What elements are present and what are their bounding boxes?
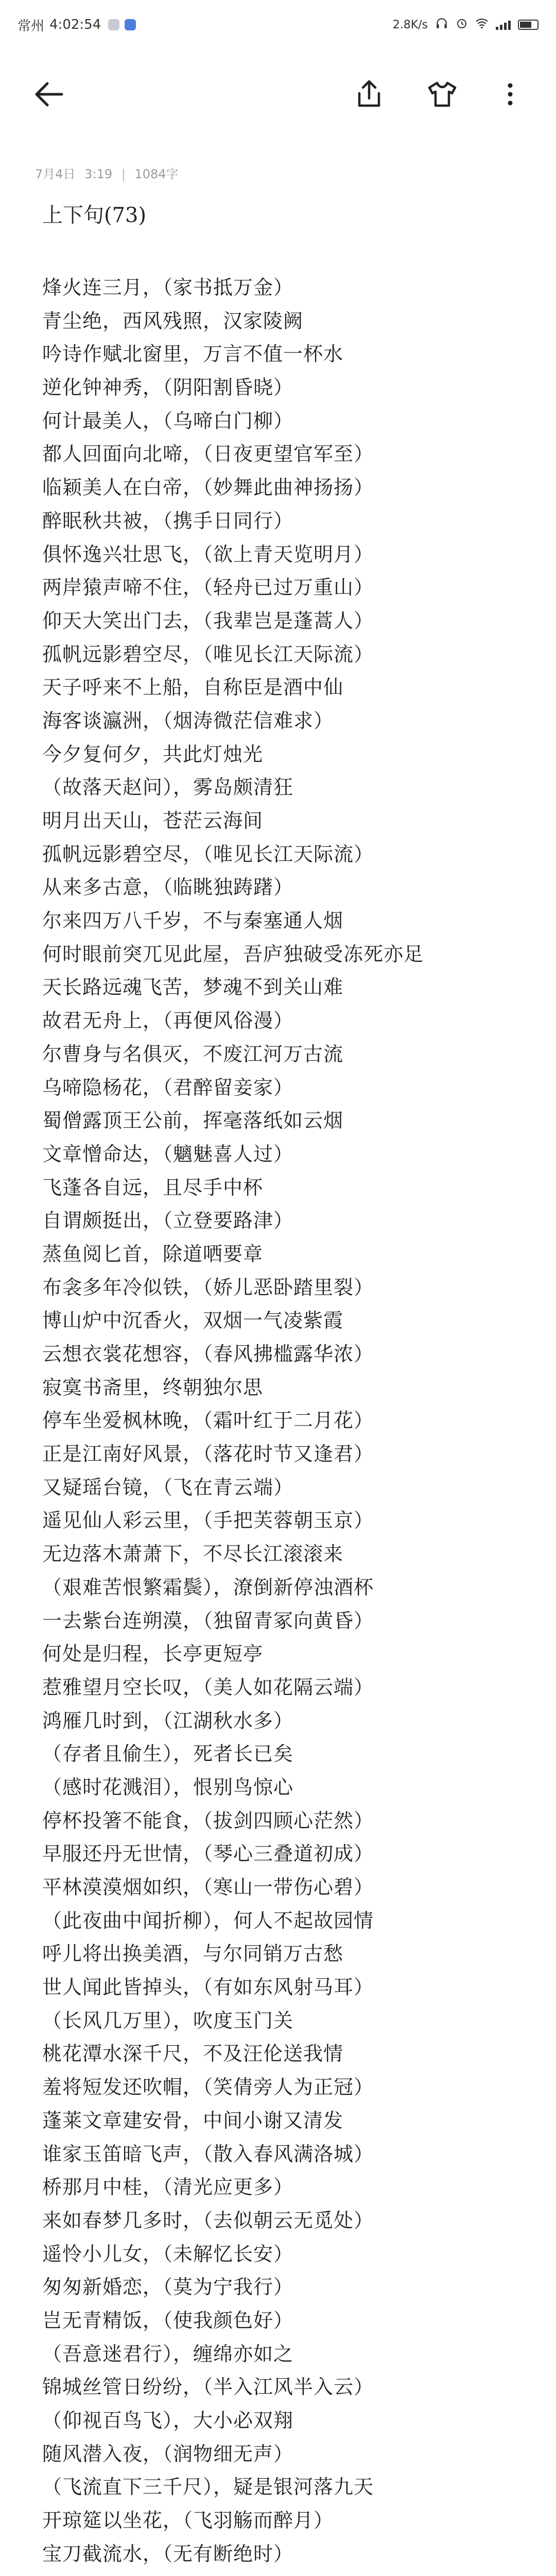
meta-separator: | — [121, 167, 126, 181]
note-line: （仰视百鸟飞），大小必双翔 — [42, 2409, 294, 2432]
note-line: 无边落木萧萧下，不尽长江滚滚来 — [42, 1543, 344, 1566]
note-line: 尔曹身与名俱灭，不废江河万古流 — [42, 1042, 344, 1065]
note-line: 何时眼前突兀见此屋，吾庐独破受冻死亦足 — [42, 942, 424, 965]
note-line: 仰天大笑出门去，（我辈岂是蓬蒿人） — [42, 609, 374, 632]
note-line: 青尘绝，西风残照，汉家陵阙 — [42, 309, 304, 332]
note-line: 乌啼隐杨花，（君醉留妾家） — [42, 1076, 294, 1099]
status-indicators — [393, 16, 538, 33]
arrow-left-icon — [34, 81, 64, 109]
note-line: 蓬莱文章建安骨，中间小谢又清发 — [42, 2109, 344, 2132]
note-body[interactable] — [42, 271, 536, 2576]
note-line: 飞蓬各自远，且尽手中杯 — [42, 1176, 264, 1199]
note-line: 来如春梦几多时，（去似朝云无觅处） — [42, 2209, 374, 2232]
note-line: 今夕复何夕，共此灯烛光 — [42, 742, 264, 766]
note-line: 停车坐爱枫林晚，（霜叶红于二月花） — [42, 1409, 374, 1432]
note-date: 7月4日 — [35, 167, 76, 181]
note-line: （飞流直下三千尺），疑是银河落九天 — [42, 2476, 374, 2499]
note-line: 天子呼来不上船，自称臣是酒中仙 — [42, 676, 344, 699]
clock: 4:02:54 — [49, 17, 101, 32]
tshirt-icon — [427, 81, 457, 110]
notification-app-icon — [108, 19, 119, 30]
note-line — [42, 2570, 536, 2576]
note-line: （艰难苦恨繁霜鬓），潦倒新停浊酒杯 — [42, 1575, 374, 1599]
note-line: 遥见仙人彩云里，（手把芙蓉朝玉京） — [42, 1509, 374, 1532]
carrier-label: 常州 — [18, 18, 45, 34]
note-line: 吟诗作赋北窗里，万言不值一杯水 — [42, 343, 344, 366]
note-line: （故落天赵问），雾岛颇清狂 — [42, 776, 294, 799]
signal-icon — [496, 20, 511, 30]
note-line: 蒸鱼阅匕首，除道哂要章 — [42, 1242, 264, 1265]
note-line: 故君无舟上，（再便风俗漫） — [42, 1009, 294, 1032]
note-line: 何处是归程，长亭更短亭 — [42, 1642, 264, 1666]
notification-icons — [108, 19, 136, 30]
share-button[interactable] — [352, 78, 386, 112]
back-button[interactable] — [31, 77, 67, 113]
note-line: 谁家玉笛暗飞声，（散入春风满洛城） — [42, 2142, 374, 2165]
note-line: 停杯投箸不能食，（拔剑四顾心茫然） — [42, 1809, 374, 1832]
note-line: 鸿雁几时到，（江湖秋水多） — [42, 1709, 294, 1732]
alarm-icon — [456, 17, 468, 32]
note-line: 又疑瑶台镜，（飞在青云端） — [42, 1476, 294, 1499]
note-line: 何计最美人，（乌啼白门柳） — [42, 409, 294, 432]
note-line: 羞将短发还吹帽，（笑倩旁人为正冠） — [42, 2076, 374, 2099]
note-line: 醉眠秋共被，（携手日同行） — [42, 509, 294, 532]
note-line: 开琼筵以坐花，（飞羽觞而醉月） — [42, 2509, 334, 2532]
note-line: （感时花溅泪），恨别鸟惊心 — [42, 1775, 294, 1799]
more-vertical-icon — [507, 82, 514, 109]
note-line: （存者且偷生），死者长已矣 — [42, 1742, 294, 1766]
more-options-button[interactable] — [497, 78, 523, 112]
note-line: 早服还丹无世情，（琴心三叠道初成） — [42, 1842, 374, 1866]
note-line: 文章憎命达，（魑魅喜人过） — [42, 1142, 294, 1165]
note-line: 蜀僧露顶王公前，挥毫落纸如云烟 — [42, 1109, 344, 1132]
note-line: 明月出天山，苍茫云海间 — [42, 809, 264, 832]
char-count: 1084字 — [134, 167, 179, 181]
notification-app-icon — [125, 19, 136, 30]
note-line: 世人闻此皆掉头，（有如东风射马耳） — [42, 1976, 374, 1999]
note-line: 海客谈瀛洲，（烟涛微茫信难求） — [42, 709, 334, 732]
note-line: 逆化钟神秀，（阴阳割昏晓） — [42, 376, 294, 399]
note-line: 尔来四万八千岁，不与秦塞通人烟 — [42, 909, 344, 933]
note-line: 临颖美人在白帝，（妙舞此曲神扬扬） — [42, 476, 374, 499]
note-line: 两岸猿声啼不住，（轻舟已过万重山） — [42, 576, 374, 599]
note-line: 云想衣裳花想容，（春风拂槛露华浓） — [42, 1343, 374, 1365]
status-bar — [0, 0, 556, 49]
note-toolbar — [0, 62, 556, 129]
note-line: 岂无青精饭，（使我颜色好） — [42, 2309, 294, 2332]
note-title[interactable]: 上下句(73) — [42, 204, 147, 227]
note-line: 惹雅望月空长叹，（美人如花隔云端） — [42, 1675, 374, 1699]
note-line: （吾意迷君行），缠绵亦如之 — [42, 2342, 294, 2365]
note-line: 桥那月中桂，（清光应更多） — [42, 2176, 294, 2199]
theme-button[interactable] — [425, 78, 459, 112]
battery-icon — [518, 20, 538, 30]
note-meta — [35, 164, 179, 182]
note-line: 布衾多年冷似铁，（娇儿恶卧踏里裂） — [42, 1276, 374, 1299]
note-line: 桃花潭水深千尺，不及汪伦送我情 — [42, 2042, 344, 2065]
note-line: 随风潜入夜，（润物细无声） — [42, 2442, 294, 2465]
note-line: 天长路远魂飞苦，梦魂不到关山难 — [42, 976, 344, 999]
note-line: 从来多古意，（临眺独踌躇） — [42, 876, 294, 899]
note-line: 一去紫台连朔漠，（独留青冢向黄昏） — [42, 1609, 374, 1632]
note-line: （此夜曲中闻折柳），何人不起故园情 — [42, 1909, 374, 1932]
note-time: 3:19 — [84, 167, 113, 181]
note-line: 都人回面向北啼，（日夜更望官军至） — [42, 443, 374, 466]
note-line: 自谓颇挺出，（立登要路津） — [42, 1209, 294, 1232]
note-line: 孤帆远影碧空尽，（唯见长江天际流） — [42, 842, 374, 866]
wifi-icon — [475, 18, 489, 32]
note-line: 孤帆远影碧空尽，（唯见长江天际流） — [42, 642, 374, 666]
note-line: 正是江南好风景，（落花时节又逢君） — [42, 1443, 374, 1466]
network-speed: 2.8K/s — [392, 18, 428, 31]
note-line: 呼儿将出换美酒，与尔同销万古愁 — [42, 1942, 344, 1965]
note-line: 博山炉中沉香火，双烟一气凌紫霞 — [42, 1309, 344, 1332]
note-line: 遥怜小儿女，（未解忆长安） — [42, 2242, 294, 2265]
headphones-icon — [435, 16, 448, 33]
note-line: 匆匆新婚恋，（莫为宁我行） — [42, 2276, 294, 2299]
note-line: 寂寞书斋里，终朝独尔思 — [42, 1376, 264, 1399]
note-line: （长风几万里），吹度玉门关 — [42, 2009, 294, 2032]
note-line: 烽火连三月，（家书抵万金） — [42, 276, 294, 299]
note-line: 平林漠漠烟如织，（寒山一带伤心碧） — [42, 1876, 374, 1899]
share-icon — [356, 80, 382, 111]
note-line: 俱怀逸兴壮思飞，（欲上青天览明月） — [42, 543, 374, 566]
note-line: 锦城丝管日纷纷，（半入江风半入云） — [42, 2376, 374, 2399]
note-line: 宝刀截流水，（无有断绝时） — [42, 2542, 294, 2565]
